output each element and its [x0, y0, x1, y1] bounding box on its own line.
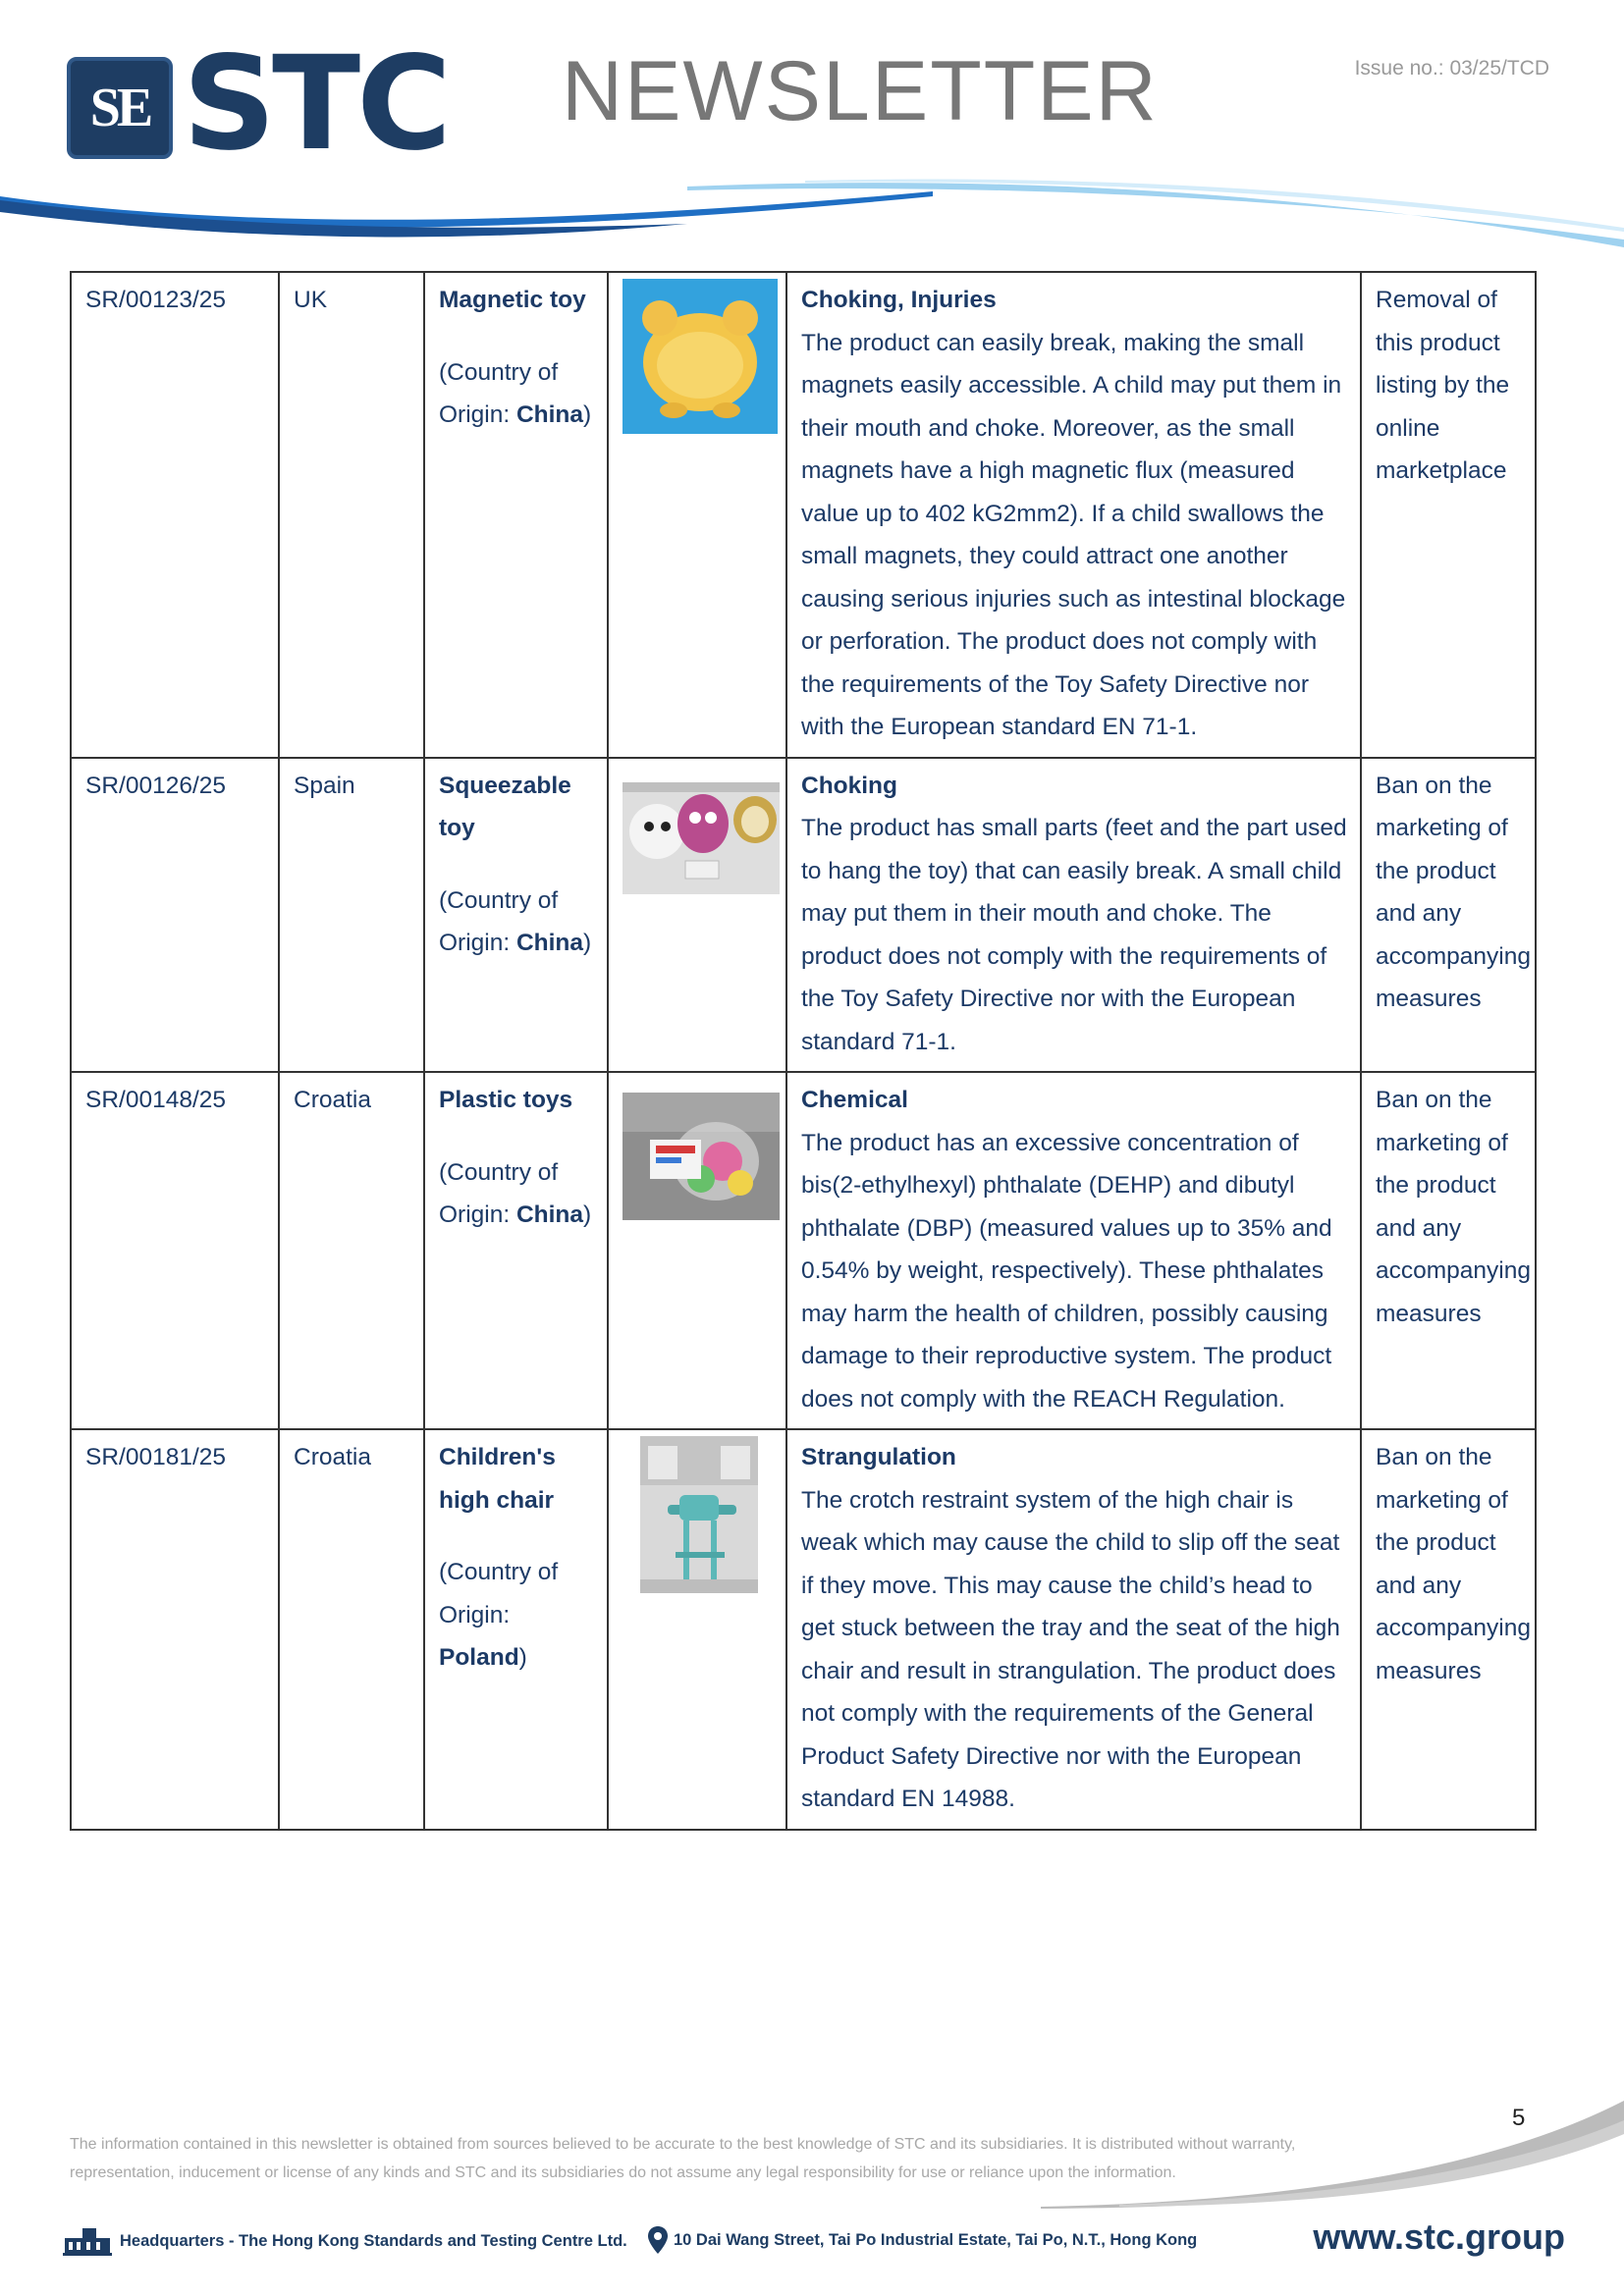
- reference-cell: SR/00148/25: [71, 1072, 279, 1429]
- country-of-origin: [439, 351, 597, 437]
- stc-logo: [67, 28, 460, 180]
- product-image-cell: [608, 1429, 786, 1830]
- stc-logo-mark: SE: [67, 57, 173, 159]
- product-image-cell: [608, 272, 786, 758]
- reference-cell: SR/00123/25: [71, 272, 279, 758]
- origin-country: China: [515, 930, 584, 956]
- product-cell: [424, 758, 608, 1073]
- recall-table: [70, 271, 1537, 1831]
- disclaimer-text: The information contained in this newsletter is obtained from sources believed to be accurate to the best knowledge of STC and its subsidiaries. It is distributed without warranty, representation, inducement or license of any kinds and STC and its subsidiaries do not assume any legal responsibility for use or reliance upon the information.: [70, 2136, 1296, 2181]
- building-icon: [63, 2226, 112, 2256]
- country-cell: Spain: [279, 758, 424, 1073]
- squeezable-toy-image: [623, 782, 780, 894]
- origin-label: (Country of Origin:: [439, 358, 559, 428]
- product-name: Magnetic toy: [439, 287, 586, 313]
- risk-description: The product has an excessive concentration of bis(2-ethylhexyl) phthalate (DEHP) and dibutyl phthalate (DBP) (measured values up to 35% and 0.54% by weight, respectively). These phthalates may harm the health of children, possibly causing damage to their reproductive system. The product does not comply with the REACH Regulation.: [801, 1129, 1332, 1413]
- risk-type: Choking, Injuries: [801, 287, 997, 313]
- table-row: [71, 272, 1536, 758]
- risk-type: Chemical: [801, 1087, 908, 1113]
- measures-cell: Ban on the marketing of the product and any accompanying measures: [1361, 1429, 1536, 1830]
- product-cell: [424, 1072, 608, 1429]
- header-swoosh: [0, 177, 1624, 255]
- risk-description: The product can easily break, making the small magnets easily accessible. A child may put them in their mouth and choke. Moreover, as the small magnets have a high magnetic flux (measured value up to 402 kG2mm2). If a child swallows the small magnets, they could attract one another causing serious injuries such as intestinal blockage or perforation. The product does not comply with the requirements of the Toy Safety Directive nor with the European standard EN 71-1.: [801, 329, 1346, 740]
- issue-number: Issue no.: 03/25/TCD: [1354, 57, 1549, 80]
- newsletter-title: NEWSLETTER: [562, 44, 1159, 138]
- risk-cell: [786, 1072, 1361, 1429]
- location-pin-icon: [648, 2226, 668, 2254]
- origin-close: ): [583, 401, 592, 428]
- measures-cell: Ban on the marketing of the product and any accompanying measures: [1361, 758, 1536, 1073]
- reference-cell: SR/00126/25: [71, 758, 279, 1073]
- origin-label: (Country of Origin:: [439, 1158, 559, 1228]
- high-chair-image: [640, 1436, 758, 1593]
- page-footer: [63, 2216, 1565, 2260]
- measures-cell: Ban on the marketing of the product and any accompanying measures: [1361, 1072, 1536, 1429]
- origin-country: China: [515, 401, 584, 428]
- table-row: [71, 1429, 1536, 1830]
- country-cell: UK: [279, 272, 424, 758]
- country-of-origin: [439, 1551, 597, 1680]
- product-name: Children's high chair: [439, 1444, 556, 1514]
- country-of-origin: [439, 1151, 597, 1237]
- address-text: 10 Dai Wang Street, Tai Po Industrial Estate, Tai Po, N.T., Hong Kong: [674, 2230, 1198, 2249]
- product-cell: [424, 272, 608, 758]
- table-row: [71, 758, 1536, 1073]
- risk-description: The crotch restraint system of the high chair is weak which may cause the child to slip off the seat if they move. This may cause the child’s head to get stuck between the tray and the seat of the high chair and result in strangulation. The product does not comply with the requirements of the General Product Safety Directive nor with the European standard EN 14988.: [801, 1486, 1340, 1812]
- origin-label: (Country of Origin:: [439, 886, 559, 956]
- plastic-toys-image: [623, 1093, 780, 1220]
- country-cell: Croatia: [279, 1072, 424, 1429]
- product-name: Plastic toys: [439, 1087, 573, 1113]
- country-cell: Croatia: [279, 1429, 424, 1830]
- origin-close: ): [518, 1644, 527, 1671]
- headquarters: [63, 2226, 627, 2256]
- product-name: Squeezable toy: [439, 772, 571, 841]
- product-image-cell: [608, 1072, 786, 1429]
- risk-cell: [786, 272, 1361, 758]
- product-image-cell: [608, 758, 786, 1073]
- risk-cell: [786, 1429, 1361, 1830]
- page-number: 5: [1512, 2105, 1526, 2131]
- risk-description: The product has small parts (feet and the part used to hang the toy) that can easily break. A small child may put them in their mouth and choke. The product does not comply with the requirements of the Toy Safety Directive nor with the European standard 71-1.: [801, 815, 1347, 1055]
- risk-type: Strangulation: [801, 1444, 956, 1470]
- table-row: [71, 1072, 1536, 1429]
- origin-country: Poland: [439, 1644, 519, 1671]
- address: [648, 2226, 1197, 2254]
- website-link[interactable]: www.stc.group: [1313, 2216, 1565, 2257]
- origin-label: (Country of Origin:: [439, 1559, 559, 1629]
- risk-type: Choking: [801, 772, 897, 799]
- risk-cell: [786, 758, 1361, 1073]
- stc-logo-text: STC: [183, 28, 448, 180]
- country-of-origin: [439, 880, 597, 965]
- magnetic-toy-image: [623, 279, 778, 434]
- product-cell: [424, 1429, 608, 1830]
- origin-close: ): [583, 1201, 592, 1228]
- origin-country: China: [515, 1201, 584, 1228]
- origin-close: ): [583, 930, 592, 956]
- measures-cell: Removal of this product listing by the online marketplace: [1361, 272, 1536, 758]
- reference-cell: SR/00181/25: [71, 1429, 279, 1830]
- headquarters-text: Headquarters - The Hong Kong Standards and Testing Centre Ltd.: [120, 2231, 627, 2250]
